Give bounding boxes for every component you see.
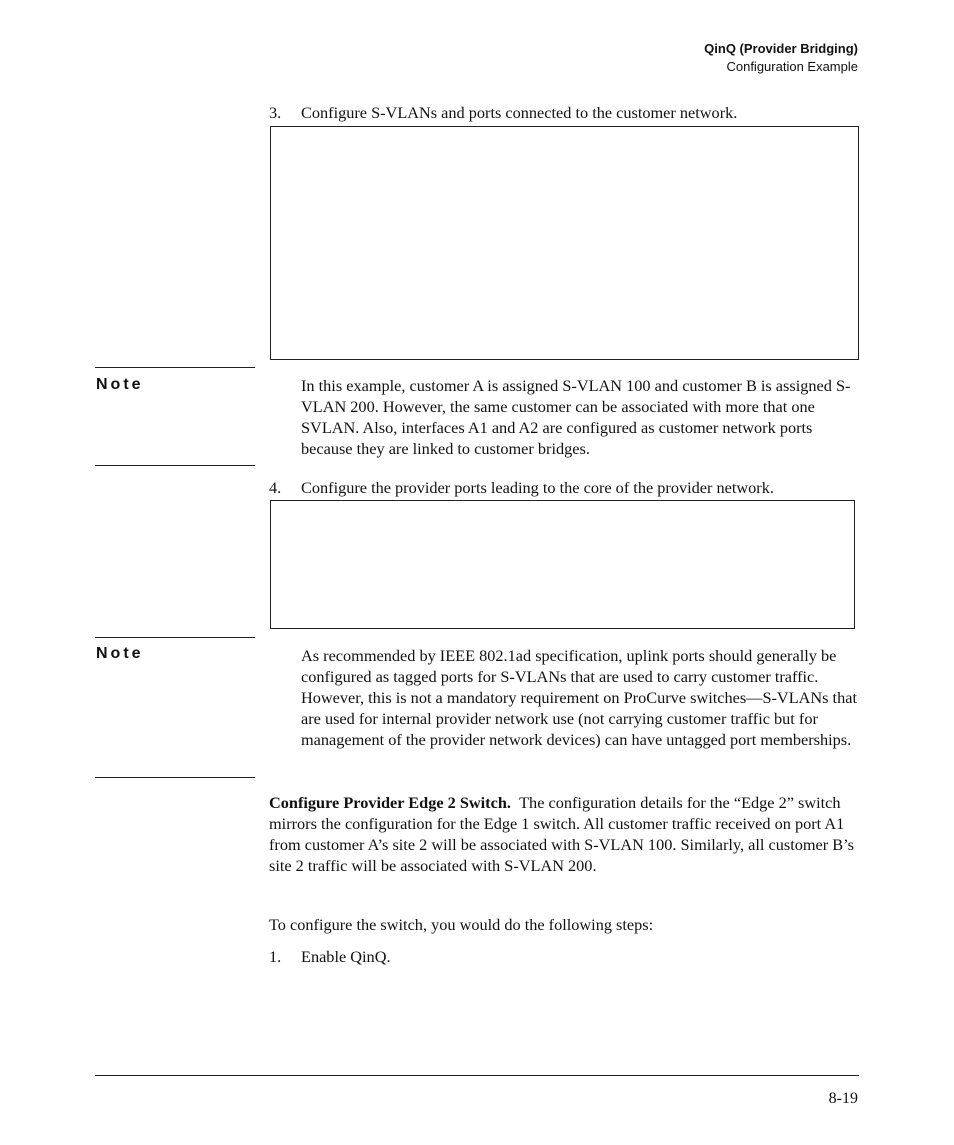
edge2-paragraph [269,792,861,876]
step-number: 4. [269,478,282,497]
step-text: Enable QinQ. [301,947,391,966]
chapter-title: QinQ (Provider Bridging) [704,41,858,56]
edge2-heading: Configure Provider Edge 2 Switch. [269,793,511,812]
step-4 [269,477,869,499]
note-bottom-rule [95,777,255,778]
note-top-rule [95,367,255,368]
footer-rule [95,1075,859,1076]
edge2-text: The configuration details for the “Edge 2” switch mirrors the configuration for the Edge 1 switch. All customer traffic received on port A1 from customer A’s site 2 will be associated with S-VLAN 100. Similarly, all customer B’s site 2 traffic will be associated with S-VLAN 200. [269,793,854,875]
code-box-step-4 [270,500,855,629]
note-label: Note [96,645,144,662]
step-1 [269,946,869,968]
code-box-step-3 [270,126,859,360]
note-top-rule [95,637,255,638]
steps-intro: To configure the switch, you would do the following steps: [269,915,654,934]
step-3 [269,102,869,124]
section-title: Configuration Example [726,59,858,74]
note-label: Note [96,376,144,393]
step-number: 1. [269,947,282,966]
step-text: Configure the provider ports leading to the core of the provider network. [301,478,774,497]
step-text: Configure S-VLANs and ports connected to the customer network. [301,103,738,122]
step-number: 3. [269,103,282,122]
note-text: In this example, customer A is assigned S-VLAN 100 and customer B is assigned S-VLAN 200. However, the same customer can be associated with more that one SVLAN. Also, interfaces A1 and A2 are configured as customer network ports because they are linked to customer bridges. [301,376,851,458]
note-text: As recommended by IEEE 802.1ad specification, uplink ports should generally be configured as tagged ports for S-VLANs that are used to carry customer traffic. However, this is not a mandatory requirement on ProCurve switches—S-VLANs that are used for internal provider network use (not carrying customer traffic but for management of the provider network devices) can have untagged port memberships. [301,646,857,749]
note-bottom-rule [95,465,255,466]
page-number: 8-19 [828,1090,858,1107]
